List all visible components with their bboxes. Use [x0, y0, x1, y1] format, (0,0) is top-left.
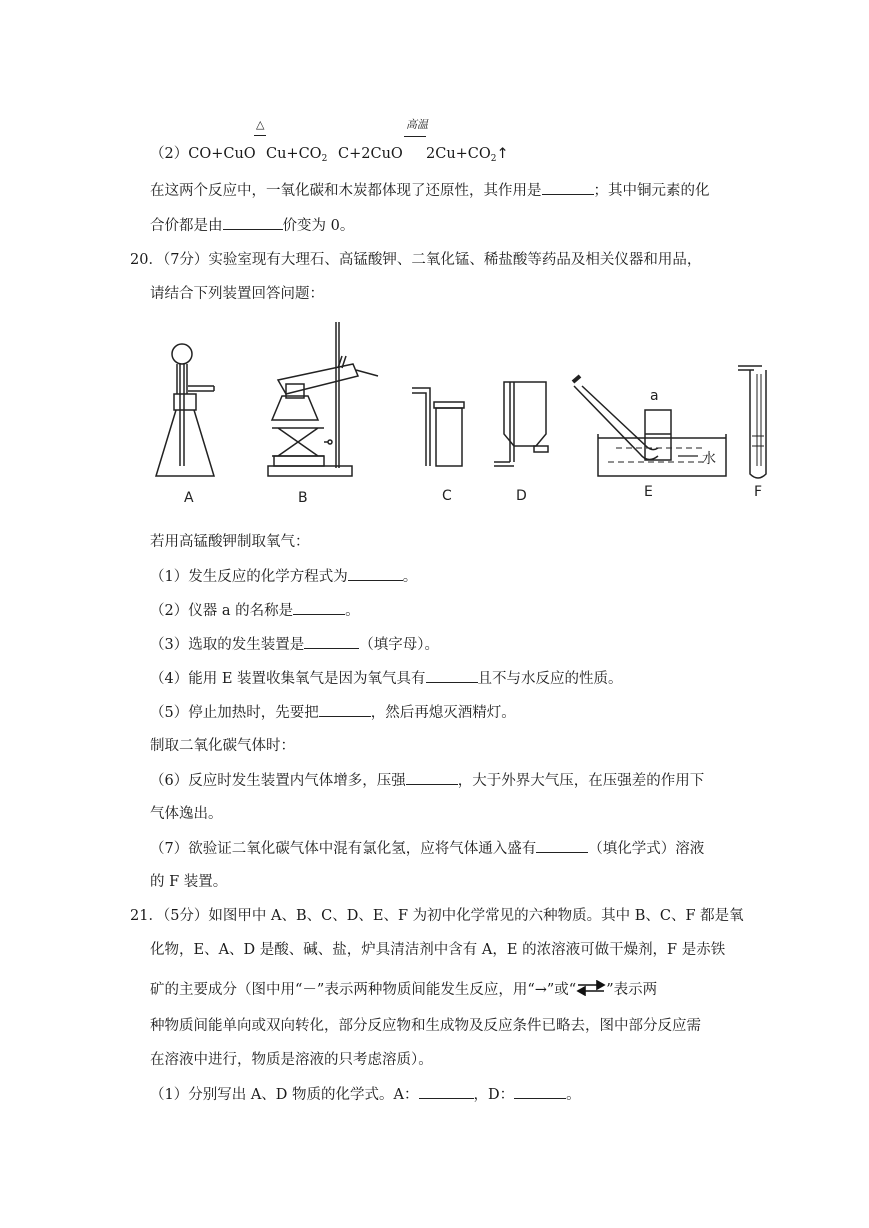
q21-sub1-mid: ，D：	[473, 1087, 515, 1103]
q19-eq2-bar	[404, 136, 426, 137]
q21-line-5: 在溶液中进行，物质是溶液的只考虑溶质）。	[150, 1052, 433, 1068]
q19-eq1-condition: △	[256, 118, 265, 131]
q19-eq2-rhs-sub: 2	[490, 154, 497, 164]
label-e: E	[644, 484, 653, 500]
q21-sub1-end: 。	[566, 1087, 581, 1103]
q20-sub7-end: （填化学式）溶液	[588, 841, 705, 857]
double-arrow-icon	[576, 980, 606, 996]
q19-eq1-lhs: CO+CuO	[188, 146, 256, 162]
apparatus-a-flask	[156, 344, 214, 476]
label-d: D	[516, 488, 527, 504]
q21-line-1: 21．（5分）如图甲中 A、B、C、D、E、F 为初中化学常见的六种物质。其中 B、C、F 都是氧	[130, 908, 744, 924]
q20-sub3-text: （3）选取的发生装置是	[150, 637, 305, 653]
q20-sub5-end: ，然后再熄灭酒精灯。	[370, 705, 516, 721]
q20-sub3-end: （填字母）。	[359, 637, 439, 653]
q21-sub1	[150, 1084, 581, 1105]
q20-heading: 20．（7分）实验室现有大理石、高锰酸钾、二氧化锰、稀盐酸等药品及相关仪器和用品，	[130, 252, 702, 268]
q21-line-4: 种物质间能单向或双向转化，部分反应物和生成物及反应条件已略去，图中部分反应需	[150, 1018, 701, 1034]
q19-eq1-rhs-text: Cu+CO	[266, 146, 322, 162]
q19-eq2-rhs-text: 2Cu+CO	[426, 146, 491, 162]
q20-sub2-end: 。	[345, 603, 360, 619]
answer-blank[interactable]	[426, 668, 478, 683]
q20-sub1	[150, 566, 417, 587]
q19-text2-a: 合价都是由	[150, 218, 223, 234]
answer-blank[interactable]	[348, 566, 403, 581]
apparatus-c-bottle	[412, 388, 464, 466]
q20-sub1-text: （1）发生反应的化学方程式为	[150, 569, 348, 585]
q20-sub3	[150, 634, 439, 655]
q21-line3-b: ”表示两	[606, 982, 658, 998]
q19-eq2-condition: 高温	[406, 118, 428, 131]
q20-sub7-text: （7）欲验证二氧化碳气体中混有氯化氢，应将气体通入盛有	[150, 841, 537, 857]
q19-eq1-rhs	[266, 144, 327, 169]
q20-co2-intro: 制取二氧化碳气体时：	[150, 738, 295, 754]
q20-sub2	[150, 600, 360, 621]
q21-sub1-text: （1）分别写出 A、D 物质的化学式。A：	[150, 1087, 419, 1103]
label-a: A	[184, 490, 194, 506]
q20-sub6-end: ，大于外界大气压，在压强差的作用下	[457, 773, 705, 789]
label-b: B	[298, 490, 308, 506]
q20-sub1-end: 。	[402, 569, 418, 585]
answer-blank[interactable]	[419, 1084, 474, 1099]
q20-sub7	[150, 838, 704, 859]
q21-line-2: 化物，E、A、D 是酸、碱、盐，炉具清洁剂中含有 A，E 的浓溶液可做干燥剂，F 是赤铁	[150, 942, 726, 958]
apparatus-d-bottle	[494, 382, 548, 466]
answer-blank[interactable]	[542, 180, 594, 195]
q21-line3-a: 矿的主要成分（图中用“－”表示两种物质间能发生反应，用“→”或“	[150, 982, 577, 998]
apparatus-b-heating	[268, 322, 378, 476]
label-water: 水	[702, 451, 716, 467]
q19-text2-b: 价变为 0。	[282, 218, 355, 234]
q19-eq2-gas-arrow: ↑	[496, 146, 509, 162]
q19-eq1-rhs-sub: 2	[321, 154, 328, 164]
q20-sub6-cont: 气体逸出。	[150, 806, 223, 822]
q20-heading-cont: 请结合下列装置回答问题：	[150, 286, 324, 302]
q20-sub4-end: 且不与水反应的性质。	[477, 671, 623, 687]
lab-apparatus-figure	[148, 316, 788, 512]
q19-eq1-bar	[254, 135, 266, 136]
answer-blank[interactable]	[536, 838, 588, 853]
q20-sub5	[150, 702, 516, 723]
label-f: F	[754, 484, 763, 500]
q20-kmno4-intro: 若用高锰酸钾制取氧气：	[150, 534, 310, 550]
answer-blank[interactable]	[223, 215, 283, 230]
label-c: C	[442, 488, 452, 504]
q21-line-3	[150, 980, 657, 1000]
answer-blank[interactable]	[293, 600, 345, 615]
q20-sub5-text: （5）停止加热时，先要把	[150, 705, 319, 721]
q20-sub2-text: （2）仪器 a 的名称是	[150, 603, 294, 619]
q20-sub4-text: （4）能用 E 装置收集氧气是因为氧气具有	[150, 671, 426, 687]
q20-sub6-text: （6）反应时发生装置内气体增多，压强	[150, 773, 406, 789]
q19-text-line-1	[150, 180, 710, 201]
q19-part2-prefix: （2）	[150, 146, 189, 162]
answer-blank[interactable]	[514, 1084, 566, 1099]
answer-blank[interactable]	[304, 634, 359, 649]
q19-text1-a: 在这两个反应中，一氧化碳和木炭都体现了还原性，其作用是	[150, 183, 542, 199]
q20-sub6	[150, 770, 704, 791]
apparatus-f-test-tube	[738, 366, 766, 478]
q20-sub7-cont: 的 F 装置。	[150, 874, 228, 890]
q19-text-line-2	[150, 215, 354, 236]
q19-text1-b: ；其中铜元素的化	[593, 183, 710, 199]
label-instrument-a: a	[650, 388, 659, 404]
q19-eq2-lhs: C+2CuO	[338, 146, 403, 162]
q19-equation-line	[150, 144, 256, 164]
answer-blank[interactable]	[319, 702, 371, 717]
answer-blank[interactable]	[406, 770, 458, 785]
q20-sub4	[150, 668, 623, 689]
q19-eq2-rhs	[426, 144, 509, 169]
